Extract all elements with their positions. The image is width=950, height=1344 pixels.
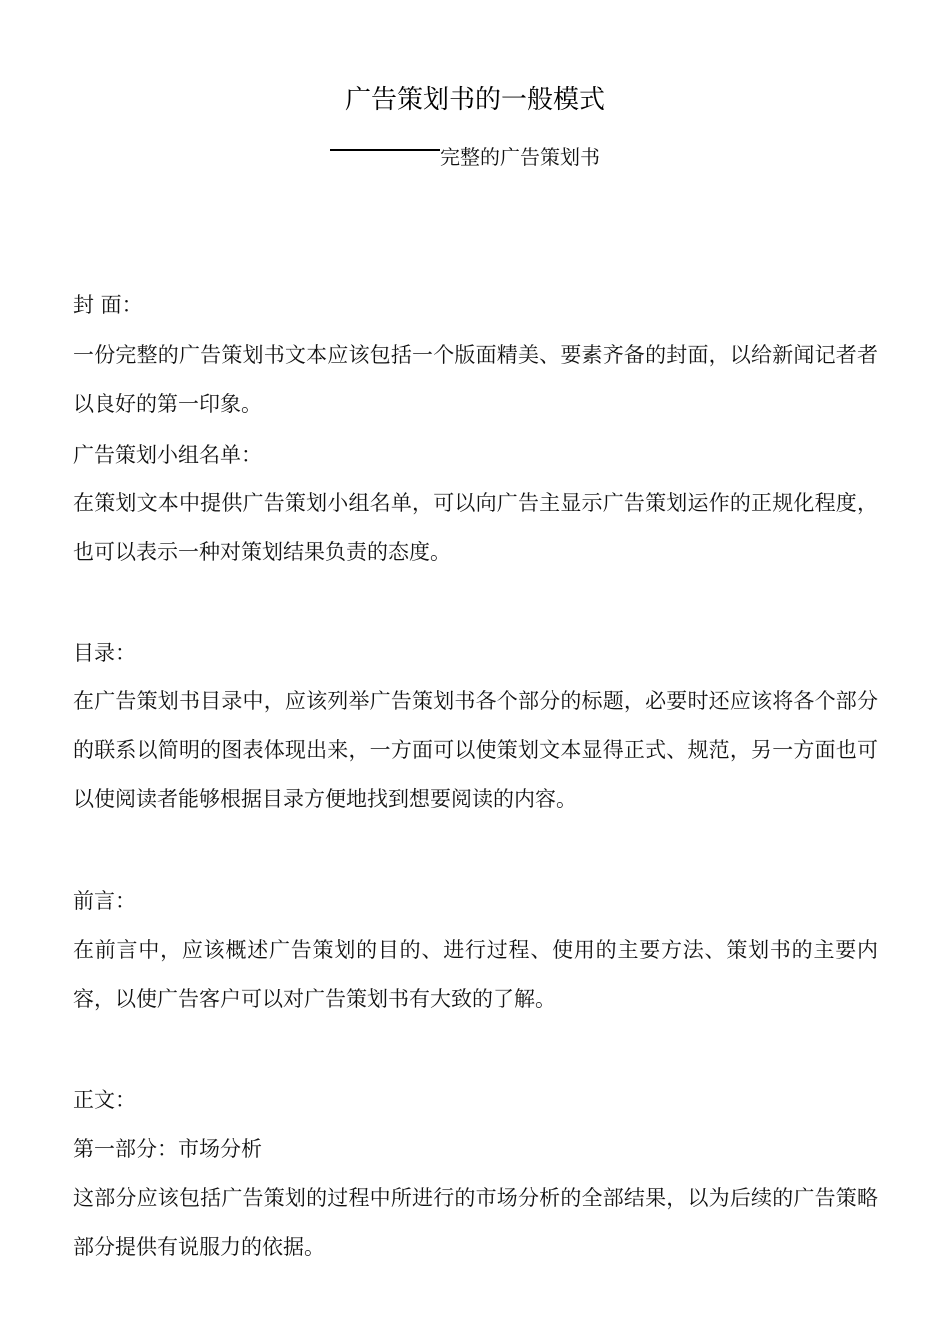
- section-heading-preface: 前言：: [73, 889, 136, 913]
- subtitle-dash-rule: [330, 149, 440, 151]
- section-body-toc: 在广告策划书目录中，应该列举广告策划书各个部分的标题，必要时还应该将各个部分的联系以简明的图表体现出来，一方面可以使策划文本显得正式、规范，另一方面也可以使阅读者能够根据目录方便地找到想要阅读的内容。: [73, 689, 878, 811]
- section-heading-toc: 目录：: [73, 641, 136, 665]
- section-body-team-list: 在策划文本中提供广告策划小组名单，可以向广告主显示广告策划运作的正规化程度，也可以表示一种对策划结果负责的态度。: [73, 491, 878, 564]
- section-body-market-analysis: 这部分应该包括广告策划的过程中所进行的市场分析的全部结果，以为后续的广告策略部分提供有说服力的依据。: [73, 1186, 878, 1259]
- section-heading-team-list: 广告策划小组名单：: [73, 443, 262, 467]
- section-heading-main-text: 正文：: [73, 1088, 136, 1112]
- document-subtitle: [330, 142, 730, 172]
- section-body-cover: 一份完整的广告策划书文本应该包括一个版面精美、要素齐备的封面，以给新闻记者者以良好的第一印象。: [73, 343, 878, 416]
- document-title: 广告策划书的一般模式: [344, 85, 605, 115]
- subtitle-text: 完整的广告策划书: [440, 145, 600, 169]
- section-body-preface: 在前言中，应该概述广告策划的目的、进行过程、使用的主要方法、策划书的主要内容，以使广告客户可以对广告策划书有大致的了解。: [73, 938, 878, 1011]
- section-subheading-market-analysis: 第一部分：市场分析: [73, 1137, 262, 1161]
- section-heading-cover: 封 面：: [73, 293, 143, 317]
